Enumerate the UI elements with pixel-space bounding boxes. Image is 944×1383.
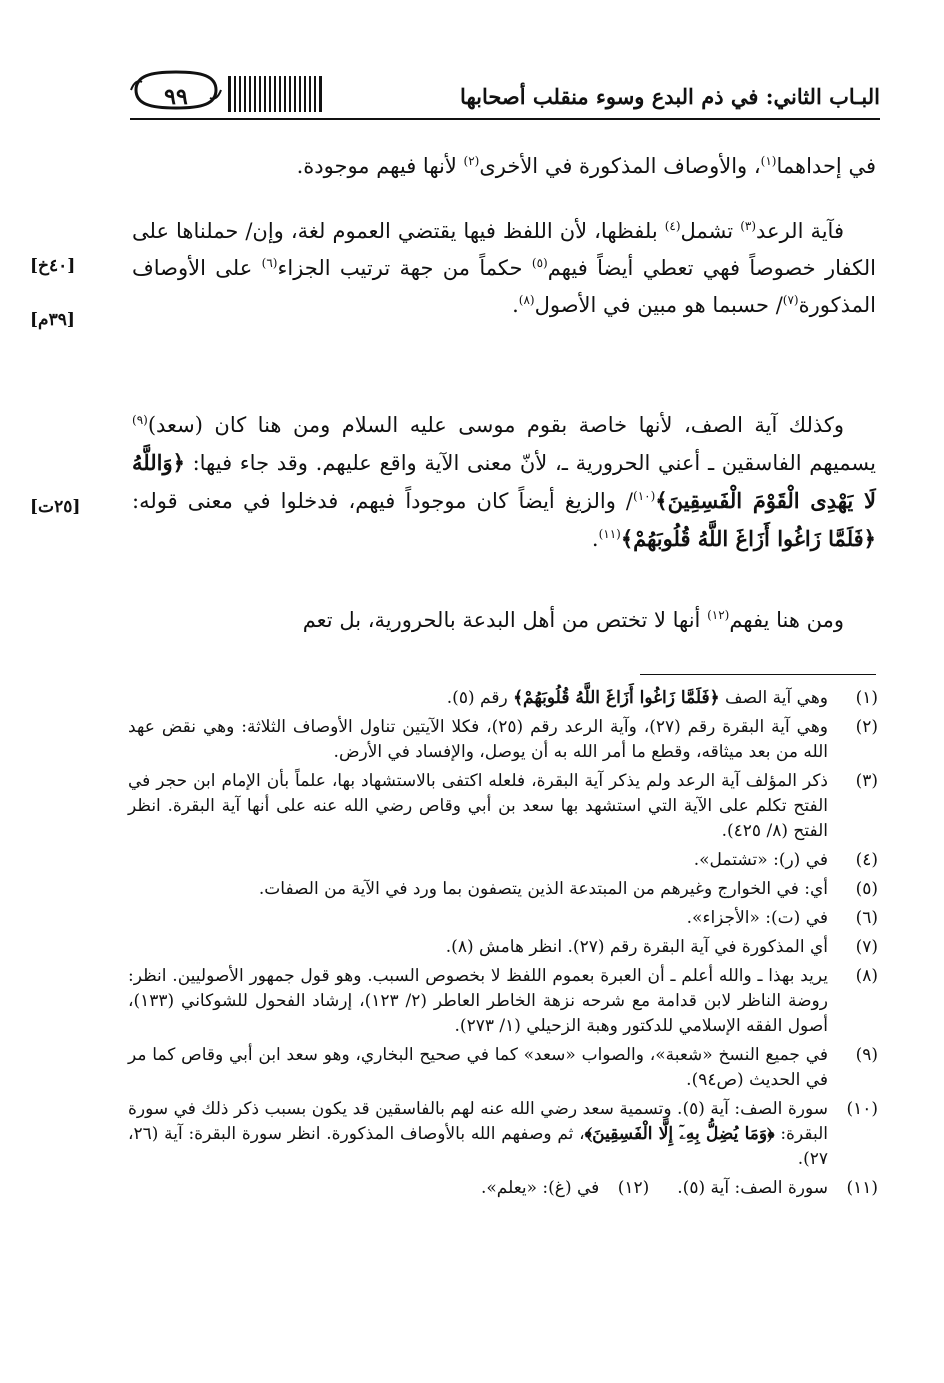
footnote-marker: (٩) bbox=[132, 413, 148, 427]
footnote-marker: (٤) bbox=[664, 219, 681, 233]
text-run: . bbox=[591, 527, 599, 551]
footnote-8 bbox=[128, 964, 878, 1039]
header-rule bbox=[130, 118, 880, 120]
margin-ref-t25: [٢٥ت] bbox=[30, 497, 81, 517]
footnote-number: (٦) bbox=[855, 908, 878, 928]
quran-verse: ﴿فَلَمَّا زَاغُوا أَزَاغَ اللَّهُ قُلُوبَهُمْ﴾ bbox=[620, 526, 876, 551]
footnote-text: وهي آية الصف bbox=[719, 688, 828, 708]
text-run: على الأوصاف المذكورة bbox=[132, 256, 876, 317]
text-run: بلفظها، لأن اللفظ فيها يقتضي العموم لغة، وإن/ حملناها على الكفار خصوصاً فهي تعطي أيضاً فيهم bbox=[132, 219, 877, 280]
footnote-text: ، ثم وصفهم الله بالأوصاف المذكورة. انظر سورة البقرة: آية (٢٦، ٢٧). bbox=[128, 1124, 828, 1169]
footnote-number: (١٢) bbox=[617, 1178, 650, 1198]
footnote-text: في (ر): «تشتمل». bbox=[693, 850, 828, 870]
footnote-5 bbox=[128, 877, 878, 902]
paragraph-2 bbox=[132, 213, 876, 324]
footnote-6 bbox=[128, 906, 878, 931]
header-bars-ornament bbox=[226, 74, 324, 114]
footnote-marker: (١٢) bbox=[707, 608, 730, 622]
footnote-marker: (١١) bbox=[598, 527, 621, 541]
quran-verse: ﴿وَمَا يُضِلُّ بِهِۦٓ إِلَّا الْفَسِقِينَ﴾ bbox=[584, 1124, 775, 1144]
footnote-row-last bbox=[128, 1176, 878, 1205]
text-run: ، والأوصاف المذكورة في الأخرى bbox=[479, 154, 761, 178]
footnote-9 bbox=[128, 1043, 878, 1093]
footnote-number: (١) bbox=[855, 688, 878, 708]
footnote-3 bbox=[128, 769, 878, 844]
footnote-separator bbox=[640, 674, 876, 675]
chapter-title: البـاب الثاني: في ذم البدع وسوء منقلب أصحابها bbox=[460, 84, 880, 109]
text-run: في إحداهما bbox=[776, 154, 876, 178]
footnote-marker: (٧) bbox=[782, 293, 799, 307]
footnote-marker: (٨) bbox=[518, 293, 535, 307]
text-run: لأنها فيهم موجودة. bbox=[296, 154, 464, 178]
text-run: فآية الرعد bbox=[756, 219, 844, 243]
footnote-number: (٨) bbox=[855, 966, 878, 986]
footnote-text: أي المذكورة في آية البقرة رقم (٢٧). انظر هامش (٨). bbox=[445, 937, 828, 957]
footnote-text: في (غ): «يعلم». bbox=[480, 1178, 600, 1198]
footnote-number: (٤) bbox=[855, 850, 878, 870]
page-number: ٩٩ bbox=[164, 84, 188, 110]
footnote-number: (١١) bbox=[846, 1178, 878, 1198]
text-run: يسميهم الفاسقين ـ أعني الحرورية ـ، لأنّ معنى الآية واقع عليهم. وقد جاء فيها: bbox=[184, 451, 876, 475]
footnote-number: (٩) bbox=[855, 1045, 878, 1065]
footnote-number: (١٠) bbox=[846, 1099, 878, 1119]
footnote-marker: (١) bbox=[760, 154, 777, 168]
margin-ref-m39: [٣٩م] bbox=[30, 310, 75, 330]
margin-ref-kh40: [٤٠خ] bbox=[30, 256, 76, 276]
text-run: حكماً من جهة ترتيب الجزاء bbox=[277, 256, 532, 280]
footnote-number: (٣) bbox=[855, 771, 878, 791]
text-run: أنها لا تختص من أهل البدعة بالحرورية، بل تعم bbox=[302, 608, 708, 632]
text-run: / حسبما هو مبين في الأصول bbox=[534, 293, 783, 317]
text-run: . bbox=[512, 293, 519, 317]
quran-verse: ﴿فَلَمَّا زَاغُوا أَزَاغَ اللَّهُ قُلُوبَهُمْ﴾ bbox=[513, 688, 720, 708]
footnote-text: سورة الصف: آية (٥). bbox=[677, 1178, 828, 1198]
footnote-7 bbox=[128, 935, 878, 960]
footnote-number: (٥) bbox=[855, 879, 878, 899]
text-run: ومن هنا يفهم bbox=[729, 608, 844, 632]
quran-verse: ﴿وَاللَّهُ لَا يَهْدِى الْقَوْمَ الْفَسِقِينَ﴾ bbox=[132, 450, 876, 513]
footnote-1 bbox=[128, 686, 878, 711]
footnote-marker: (٣) bbox=[740, 219, 757, 233]
paragraph-1 bbox=[132, 148, 876, 185]
text-run: / والزيغ أيضاً كان موجوداً فيهم، فدخلوا في معنى قوله: bbox=[132, 489, 634, 513]
footnote-text: ذكر المؤلف آية الرعد ولم يذكر آية البقرة، فلعله اكتفى بالاستشهاد بها، علماً بأن الإمام ابن حجر في الفتح تكلم على الآية التي استشهد بها سعد بن أبي وقاص رضي الله عنه على أنها آية البقرة. انظر الفتح (٨/ ٤٢٥). bbox=[128, 771, 828, 841]
footnote-text: يريد بهذا ـ والله أعلم ـ أن العبرة بعموم اللفظ لا بخصوص السبب. وهو قول جمهور الأصوليين. انظر: روضة الناظر لابن قدامة مع شرحه نزهة الخاطر العاطر (٢/ ١٢٣)، إرشاد الفحول للشوكاني (١٣٣)، أصول الفقه الإسلامي للدكتور وهبة الزحيلي (١/ ٢٧٣). bbox=[128, 966, 828, 1036]
footnote-text: وهي آية البقرة رقم (٢٧)، وآية الرعد رقم (٢٥)، فكلا الآيتين تناول الأوصاف الثلاثة: وهي نقض عهد الله من بعد ميثاقه، وقطع ما أمر الله به أن يوصل، والإفساد في الأرض. bbox=[128, 717, 828, 762]
footnote-text: في (ت): «الأجزاء». bbox=[686, 908, 828, 928]
footnote-text: رقم (٥). bbox=[446, 688, 514, 708]
page-number-ornament bbox=[130, 68, 222, 112]
text-run: تشمل bbox=[680, 219, 741, 243]
paragraph-4 bbox=[132, 602, 876, 639]
footnote-number: (٧) bbox=[855, 937, 878, 957]
footnote-10 bbox=[128, 1097, 878, 1172]
footnote-marker: (٢) bbox=[463, 154, 480, 168]
paragraph-3 bbox=[132, 407, 876, 558]
footnote-2 bbox=[128, 715, 878, 765]
footnote-text: سورة الصف: آية (٥). وتسمية سعد رضي الله عنه لهم بالفاسقين قد يكون بسبب ذكر ذلك في سورة البقرة: bbox=[128, 1099, 828, 1144]
footnote-text: أي: في الخوارج وغيرهم من المبتدعة الذين يتصفون بما ورد في الآية من الصفات. bbox=[258, 879, 828, 899]
footnote-marker: (١٠) bbox=[633, 489, 656, 503]
footnote-text: في جميع النسخ «شعبة»، والصواب «سعد» كما في صحيح البخاري، وهو سعد ابن أبي وقاص كما مر في الحديث (ص٩٤). bbox=[128, 1045, 828, 1090]
footnote-11 bbox=[677, 1176, 878, 1201]
footnote-12 bbox=[481, 1176, 649, 1201]
footnotes bbox=[128, 686, 878, 1205]
running-header bbox=[130, 62, 880, 122]
text-run: وكذلك آية الصف، لأنها خاصة بقوم موسى عليه السلام ومن هنا كان (سعد) bbox=[147, 413, 844, 437]
footnote-number: (٢) bbox=[855, 717, 878, 737]
footnote-4 bbox=[128, 848, 878, 873]
footnote-marker: (٥) bbox=[531, 256, 548, 270]
footnote-marker: (٦) bbox=[261, 256, 278, 270]
